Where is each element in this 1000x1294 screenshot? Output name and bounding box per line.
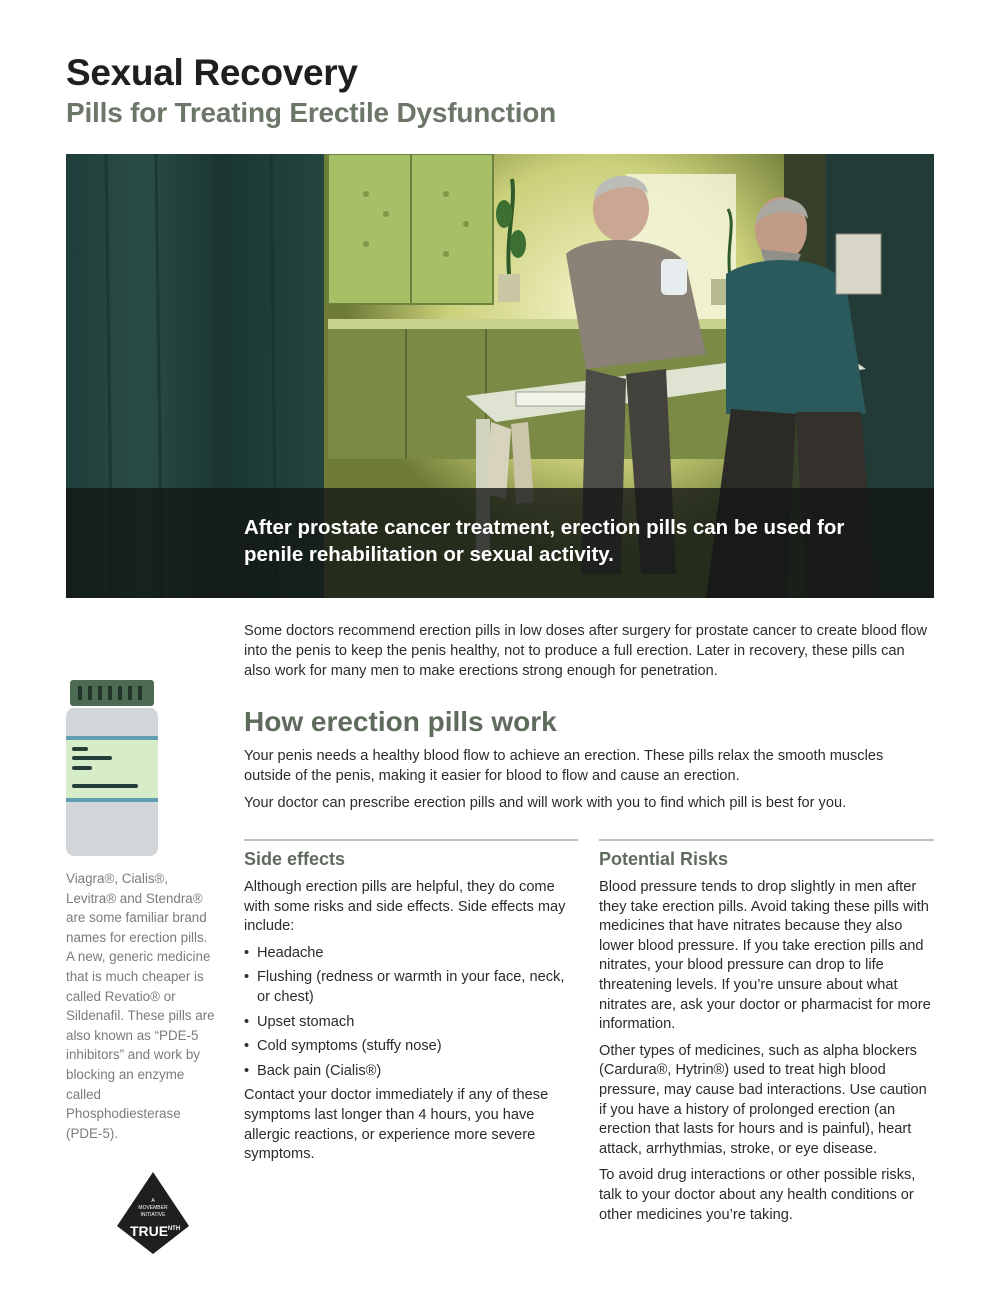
how-pills-work-paragraph-2: Your doctor can prescribe erection pills and will work with you to find which pill is best for you. [244, 795, 847, 811]
logo-brand-suffix: NTH [167, 1226, 181, 1232]
potential-risks-paragraph-3: To avoid drug interactions or other possible risks, talk to your doctor about any health conditions or other medicines you’re taking. [599, 1167, 916, 1223]
page-title: Sexual Recovery [66, 52, 358, 93]
how-pills-work-heading: How erection pills work [244, 706, 557, 737]
list-item: • Headache [244, 944, 578, 964]
hero-illustration [66, 154, 934, 598]
brand-names-sidebar: Viagra®, Cialis®, Levitra® and Stendra® are some familiar brand names for erection pills. A new, generic medicine that is much cheaper is called Revatio® or Sildenafil. These pills are also known as “PDE-5 inhibitors” and work by blocking an enzyme called Phosphodiesterase (PDE-5). [66, 871, 215, 1141]
side-effects-heading: Side effects [244, 849, 346, 869]
hero-caption: After prostate cancer treatment, erection pills can be used for penile rehabilitation or sexual activity. [244, 516, 845, 566]
logo-line-2: MOVEMBER [138, 1205, 168, 1211]
truenth-logo [115, 1170, 191, 1261]
pill-bottle-icon [64, 678, 160, 863]
list-item: • Upset stomach [244, 1013, 578, 1033]
side-effects-intro: Although erection pills are helpful, they do come with some risks and side effects. Side effects may include: [244, 879, 566, 935]
logo-line-1: A [151, 1198, 155, 1204]
side-effects-column [244, 839, 578, 1172]
potential-risks-heading: Potential Risks [599, 849, 729, 869]
list-item: • Flushing (redness or warmth in your face, neck, or chest) [244, 968, 578, 1007]
side-effects-list [244, 944, 578, 1082]
list-item: • Cold symptoms (stuffy nose) [244, 1037, 578, 1057]
potential-risks-paragraph-2: Other types of medicines, such as alpha blockers (Cardura®, Hytrin®) used to treat high blood pressure, may cause bad interactions. Use caution if you have a history of prolonged erection (an erection that lasts for hours and is painful), heart attack, arrhythmias, stroke, or eye disease. [599, 1042, 927, 1157]
page-subtitle: Pills for Treating Erectile Dysfunction [66, 97, 557, 128]
hero-caption-band [66, 488, 934, 598]
logo-brand: TRUE [129, 1223, 169, 1239]
potential-risks-paragraph-1: Blood pressure tends to drop slightly in men after they take erection pills. Avoid taking these pills with medicines that have nitrates because they also lower blood pressure. If you take erection pills and nitrates, your blood pressure can drop to life threatening levels. If you’re unsure about what nitrates are, ask your doctor or pharmacist for more information. [599, 879, 931, 1033]
side-effects-outro: Contact your doctor immediately if any of these symptoms last longer than 4 hours, you have allergic reactions, or experience more severe symptoms. [244, 1087, 549, 1163]
list-item: • Back pain (Cialis®) [244, 1062, 578, 1082]
potential-risks-column [599, 839, 934, 1232]
logo-line-3: INITIATIVE [140, 1212, 166, 1218]
how-pills-work-paragraph-1: Your penis needs a healthy blood flow to achieve an erection. These pills relax the smooth muscles outside of the penis, making it easier for blood to flow and cause an erection. [244, 748, 884, 784]
intro-paragraph: Some doctors recommend erection pills in low doses after surgery for prostate cancer to create blood flow into the penis to keep the penis healthy, not to produce a full erection. Later in recovery, these pills can also work for many men to make erections strong enough for penetration. [244, 623, 927, 679]
